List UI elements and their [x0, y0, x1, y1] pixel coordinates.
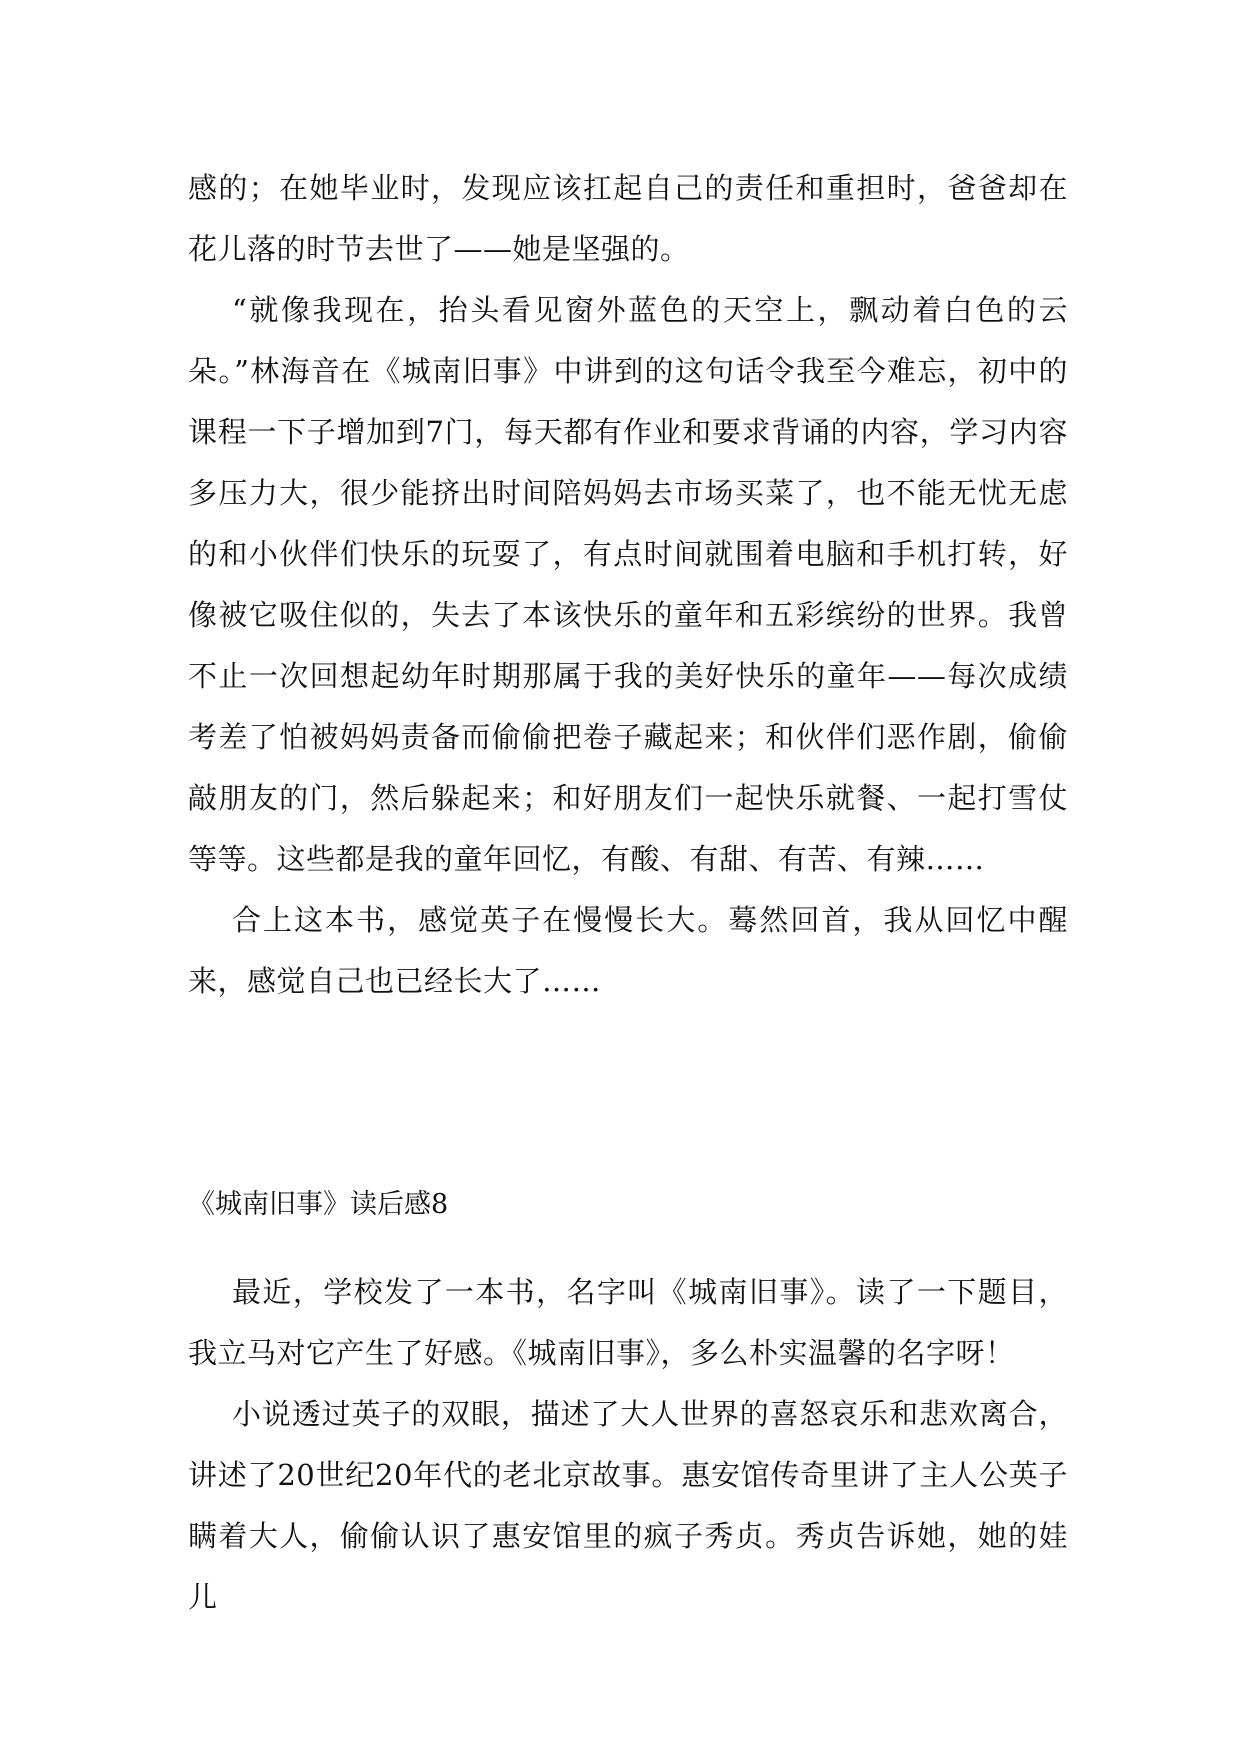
- continuation-paragraph: 感的；在她毕业时，发现应该扛起自己的责任和重担时，爸爸却在花儿落的时节去世了——她是坚强的。: [188, 171, 1068, 266]
- essay-body-part-2: [188, 1262, 1068, 1628]
- section-title: 《城南旧事》读后感8: [188, 1189, 449, 1220]
- section-paragraph-intro: 最近，学校发了一本书，名字叫《城南旧事》。读了一下题目，我立马对它产生了好感。《城南旧事》，多么朴实温馨的名字呀！: [188, 1275, 1068, 1370]
- section-paragraph-story: 小说透过英子的双眼，描述了大人世界的喜怒哀乐和悲欢离合，讲述了20世纪20年代的老北京故事。惠安馆传奇里讲了主人公英子瞒着大人，偷偷认识了惠安馆里的疯子秀贞。秀贞告诉她，她的娃儿: [188, 1397, 1068, 1614]
- essay-body-part-1: [188, 158, 1068, 1012]
- closing-paragraph: 合上这本书，感觉英子在慢慢长大。蓦然回首，我从回忆中醒来，感觉自己也已经长大了……: [188, 903, 1068, 998]
- quote-paragraph: “就像我现在，抬头看见窗外蓝色的天空上，飘动着白色的云朵。”林海音在《城南旧事》中讲到的这句话令我至今难忘，初中的课程一下子增加到7门，每天都有作业和要求背诵的内容，学习内容多压力大，很少能挤出时间陪妈妈去市场买菜了，也不能无忧无虑的和小伙伴们快乐的玩耍了，有点时间就围着电脑和手机打转，好像被它吸住似的，失去了本该快乐的童年和五彩缤纷的世界。我曾不止一次回想起幼年时期那属于我的美好快乐的童年——每次成绩考差了怕被妈妈责备而偷偷把卷子藏起来；和伙伴们恶作剧，偷偷敲朋友的门，然后躲起来；和好朋友们一起快乐就餐、一起打雪仗等等。这些都是我的童年回忆，有酸、有甜、有苦、有辣……: [188, 293, 1068, 876]
